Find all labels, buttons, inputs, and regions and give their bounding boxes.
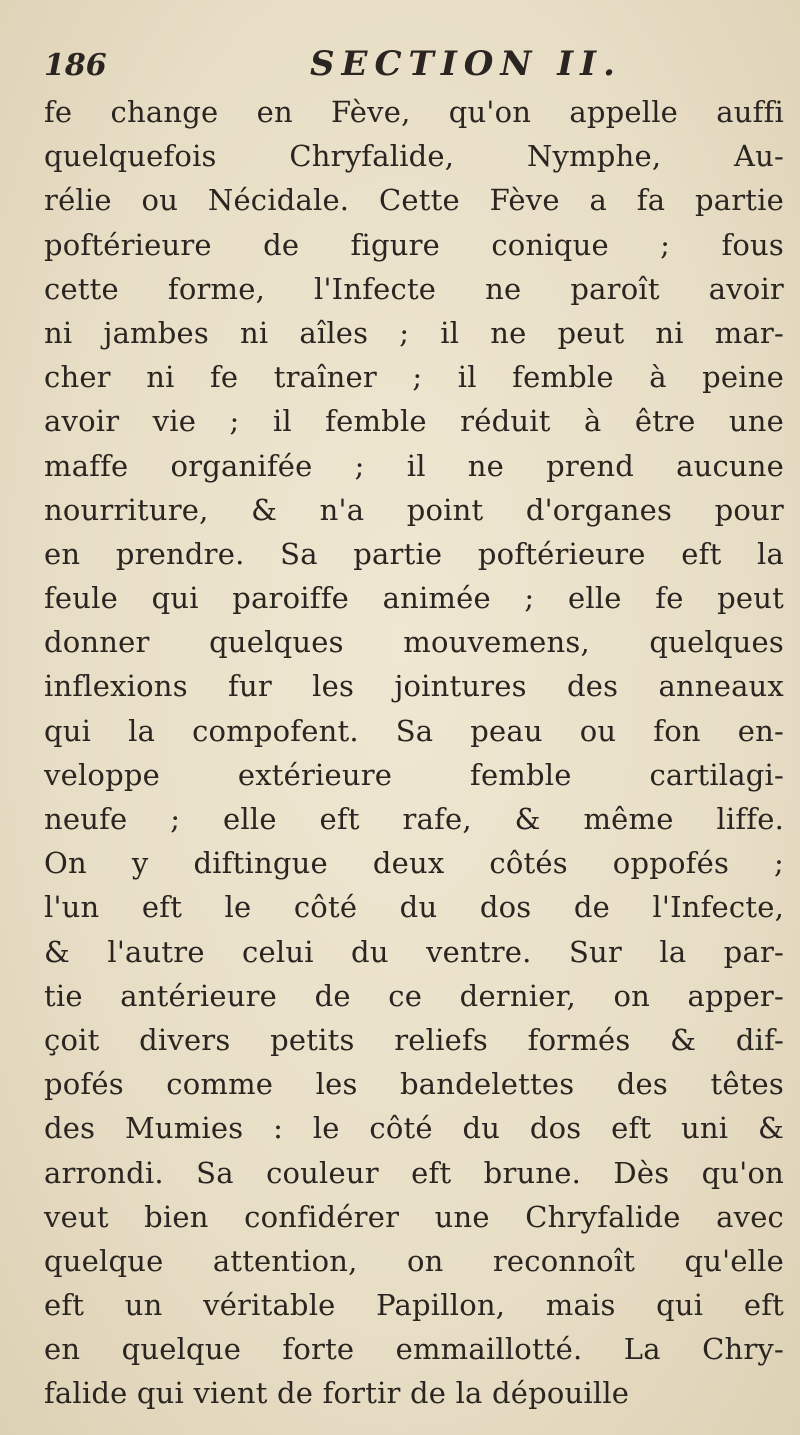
text-line: en quelque forte emmaillotté. La Chry- xyxy=(44,1332,784,1367)
text-line: nourriture, & n'a point d'organes pour xyxy=(44,492,784,527)
text-line: qui la compofent. Sa peau ou fon en- xyxy=(44,713,784,748)
text-line: des Mumies : le côté du dos eft uni & xyxy=(44,1111,784,1146)
text-line: tie antérieure de ce dernier, on apper- xyxy=(44,978,784,1013)
text-line: poftérieure de figure conique ; fous xyxy=(44,227,784,262)
text-line: en prendre. Sa partie poftérieure eft la xyxy=(44,536,784,571)
text-line: pofés comme les bandelettes des têtes xyxy=(44,1067,784,1102)
text-line: & l'autre celui du ventre. Sur la par- xyxy=(44,934,784,969)
text-line: arrondi. Sa couleur eft brune. Dès qu'on xyxy=(44,1155,784,1190)
text-line: quelquefois Chryfalide, Nymphe, Au- xyxy=(44,139,784,174)
body-text xyxy=(44,90,784,1416)
text-line: neufe ; elle eft rafe, & même liffe. xyxy=(44,802,784,836)
text-line: avoir vie ; il femble réduit à être une xyxy=(44,404,784,439)
text-line: feule qui paroiffe animée ; elle fe peut xyxy=(44,581,784,616)
text-line: cette forme, l'Infecte ne paroît avoir xyxy=(44,271,784,306)
page-header xyxy=(44,40,764,90)
text-line: eft un véritable Papillon, mais qui eft xyxy=(44,1288,784,1323)
text-line: rélie ou Nécidale. Cette Fève a fa partie xyxy=(44,183,784,218)
text-line: veut bien confidérer une Chryfalide avec xyxy=(44,1199,784,1234)
running-head: SECTION II. xyxy=(310,44,622,84)
text-line: falide qui vient de fortir de la dépouille xyxy=(44,1376,630,1411)
text-line: On y diftingue deux côtés oppofés ; xyxy=(44,846,784,881)
text-line: çoit divers petits reliefs formés & dif- xyxy=(44,1022,784,1057)
text-line: fe change en Fève, qu'on appelle auffi xyxy=(44,95,784,129)
text-line: maffe organifée ; il ne prend aucune xyxy=(44,448,784,483)
text-line: ni jambes ni aîles ; il ne peut ni mar- xyxy=(44,315,784,350)
text-line: inflexions fur les jointures des anneaux xyxy=(44,669,784,704)
page-number: 186 xyxy=(44,48,107,83)
text-line: quelque attention, on reconnoît qu'elle xyxy=(44,1243,784,1278)
text-line: l'un eft le côté du dos de l'Infecte, xyxy=(44,890,784,925)
text-line: cher ni fe traîner ; il femble à peine xyxy=(44,360,784,395)
text-line: donner quelques mouvemens, quelques xyxy=(44,625,784,660)
text-line: veloppe extérieure femble cartilagi- xyxy=(44,757,784,792)
